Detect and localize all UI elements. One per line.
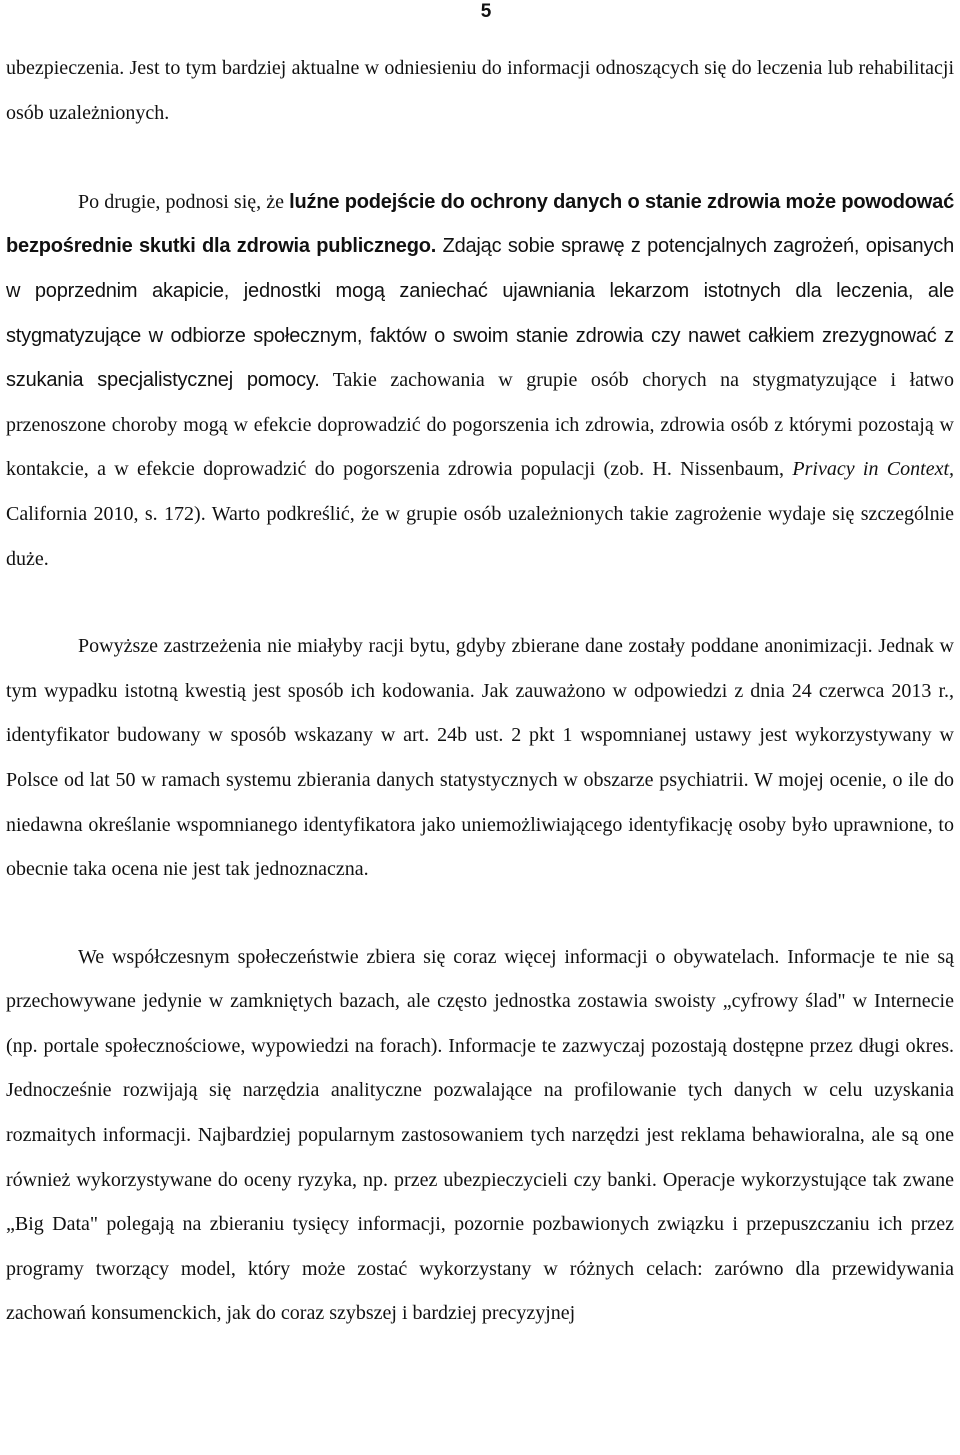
- paragraph-lead: Po drugie, podnosi się, że: [78, 190, 290, 213]
- paragraph-text: California 2010, s. 172). Warto podkreślić, że w grupie osób uzależnionych takie zagrożenie wydaje się szczególnie duże.: [6, 502, 954, 570]
- paragraph-text: Powyższe zastrzeżenia nie miałyby racji bytu, gdyby zbierane dane zostały poddane anonimizacji. Jednak w tym wypadku istotną kwestią jest sposób ich kodowania. Jak zauważono w odpowiedzi z dnia 24 czerwca 2013 r., identyfikator budowany w sposób wskazany w art. 24b ust. 2 pkt 1 wspomnianej ustawy jest wykorzystywany w Polsce od lat 50 w ramach systemu zbierania danych statystycznych w obszarze psychiatrii. W mojej ocenie, o ile do niedawna określanie wspomnianego identyfikatora jako uniemożliwiającego identyfikację osoby było uprawnione, to obecnie taka ocena nie jest tak jednoznaczna.: [6, 635, 954, 881]
- page-number: 5: [480, 1, 492, 22]
- paragraph-text: Takie zachowania w grupie osób chorych na stygmatyzujące i łatwo przenoszone choroby mogą w efekcie doprowadzić do pogorszenia ich zdrowia, zdrowia osób z którymi pozostają w kontakcie, a w efekcie doprowadzić do pogorszenia zdrowia populacji (zob. H. Nissenbaum,: [6, 369, 954, 481]
- book-title-italic: Privacy in Context,: [792, 458, 955, 481]
- bold-emphasis: luźne podejście do ochrony danych o stanie zdrowia może powodować bezpośrednie skutki dla zdrowia publicznego.: [6, 190, 954, 258]
- document-body: [6, 46, 954, 1336]
- paragraph-anonymization: [6, 624, 954, 892]
- paragraph-big-data: [6, 935, 954, 1336]
- paragraph-sans-segment: Zdając sobie sprawę z potencjalnych zagrożeń, opisanych w poprzednim akapicie, jednostki mogą zaniechać ujawniania lekarzom istotnych dla leczenia, ale stygmatyzujące w odbiorze społecznym, faktów o swoim stanie zdrowia czy nawet całkiem zrezygnować z szukania specjalistycznej pomocy.: [6, 235, 954, 392]
- paragraph-text: We współczesnym społeczeństwie zbiera się coraz więcej informacji o obywatelach. Informacje te nie są przechowywane jedynie w zamkniętych bazach, ale często jednostka zostawia swoisty „cyfrowy ślad" w Internecie (np. portale społecznościowe, wypowiedzi na forach). Informacje te zazwyczaj pozostają dostępne przez długi okres. Jednocześnie rozwijają się narzędzia analityczne pozwalające na profilowanie tych danych w celu uzyskania rozmaitych informacji. Najbardziej popularnym zastosowaniem tych narzędzi jest reklama behawioralna, ale są one również wykorzystywane do oceny ryzyka, np. przez ubezpieczycieli czy banki. Operacje wykorzystujące tak zwane „Big Data" polegają na zbieraniu tysięcy informacji, pozornie pozbawionych związku i przepuszczaniu ich przez programy tworzący model, który może zostać wykorzystany w różnych celach: zarówno dla przewidywania zachowań konsumenckich, jak do coraz szybszej i bardziej precyzyjnej: [6, 945, 954, 1325]
- paragraph-text: ubezpieczenia. Jest to tym bardziej aktualne w odniesieniu do informacji odnoszących się do leczenia lub rehabilitacji osób uzależnionych.: [6, 57, 954, 124]
- paragraph-public-health: [6, 180, 954, 581]
- paragraph-continuation: [6, 46, 954, 135]
